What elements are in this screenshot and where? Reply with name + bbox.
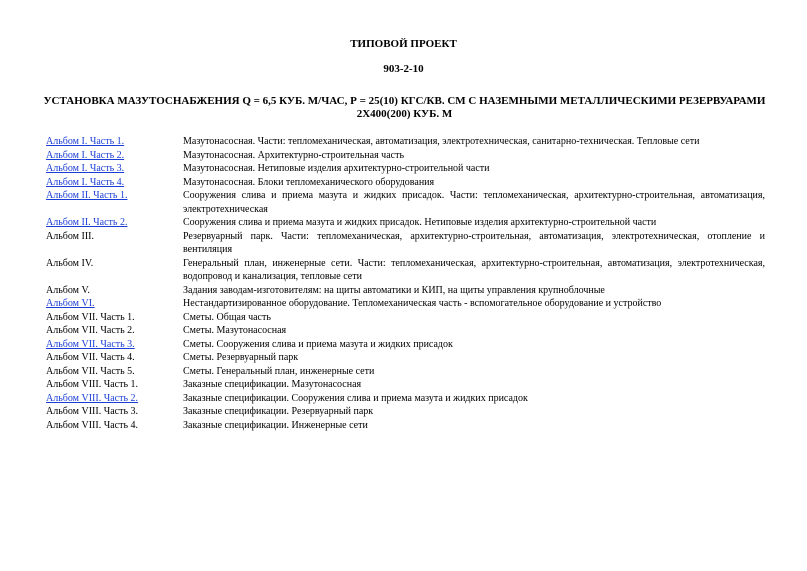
album-label: Альбом VIII. Часть 3. [46,406,139,417]
album-row [43,149,765,163]
album-description: Сметы. Общая часть [183,311,271,323]
album-label: Альбом VII. Часть 1. [46,311,135,323]
album-link[interactable]: Альбом VI. [46,298,95,309]
album-cell [43,324,183,338]
document-type-label: ТИПОВОЙ ПРОЕКТ [350,38,457,50]
album-row [43,189,765,216]
album-row [43,135,765,149]
album-row [43,419,765,433]
album-row [43,311,765,325]
album-description: Заказные спецификации. Мазутонасосная [183,379,362,390]
album-description: Мазутонасосная. Архитектурно-строительная часть [183,149,405,161]
album-cell [43,311,183,325]
album-row [43,365,765,379]
album-link[interactable]: Альбом I. Часть 4. [46,176,125,188]
album-description: Сметы. Сооружения слива и приема мазута и жидких присадок [183,338,453,350]
album-row [43,230,765,257]
album-cell [43,230,183,257]
album-description: Заказные спецификации. Инженерные сети [183,419,368,431]
album-row [43,324,765,338]
album-cell [43,365,183,379]
album-link[interactable]: Альбом I. Часть 2. [46,149,125,161]
album-label: Альбом III. [46,230,94,242]
album-link[interactable]: Альбом II. Часть 1. [46,190,128,201]
album-link[interactable]: Альбом I. Часть 1. [46,136,125,147]
album-row [43,392,765,406]
album-description: Сооружения слива и приема мазута и жидких присадок. Части: тепломеханическая, архитектурно-строительная, автоматизация, электротехническая [183,190,765,215]
album-row [43,351,765,365]
project-title: УСТАНОВКА МАЗУТОСНАБЖЕНИЯ Q = 6,5 КУБ. М/ЧАС, Р = 25(10) КГС/КВ. СМ С НАЗЕМНЫМИ МЕТАЛЛИЧЕСКИМИ РЕЗЕРВУАРАМИ 2Х400(200) КУБ. М [43,95,766,120]
album-description: Генеральный план, инженерные сети. Части: тепломеханическая, архитектурно-строительная, автоматизация, электротехническая, водопровод и канализация, тепловые сети [183,257,765,282]
album-row [43,297,765,311]
albums-table-body [43,135,765,432]
album-row [43,378,765,392]
album-cell [43,297,183,311]
album-link[interactable]: Альбом VII. Часть 3. [46,338,135,350]
album-cell [43,405,183,419]
album-description: Мазутонасосная. Части: тепломеханическая, автоматизация, электротехническая, санитарно-техническая. Тепловые сети [183,136,700,147]
album-description: Сметы. Резервуарный парк [183,352,299,363]
albums-table [43,135,765,432]
album-label: Альбом VIII. Часть 1. [46,379,139,390]
album-row [43,176,765,190]
album-label: Альбом VIII. Часть 4. [46,419,139,431]
album-link[interactable]: Альбом II. Часть 2. [46,217,128,228]
album-label: Альбом VII. Часть 2. [46,325,135,336]
album-description: Заказные спецификации. Сооружения слива и приема мазута и жидких присадок [183,392,528,404]
album-description: Нестандартизированное оборудование. Тепломеханическая часть - вспомогательное оборудование и устройство [183,298,662,309]
album-row [43,257,765,284]
album-label: Альбом V. [46,284,90,296]
album-cell [43,189,183,216]
album-description: Мазутонасосная. Блоки тепломеханического оборудования [183,176,435,188]
album-label: Альбом IV. [46,257,94,269]
album-cell [43,176,183,190]
album-cell [43,419,183,433]
album-description: Мазутонасосная. Нетиповые изделия архитектурно-строительной части [183,163,490,174]
album-cell [43,162,183,176]
album-row [43,338,765,352]
album-link[interactable]: Альбом I. Часть 3. [46,163,125,174]
album-label: Альбом VII. Часть 5. [46,365,135,377]
album-cell [43,216,183,230]
album-row [43,284,765,298]
album-description: Задания заводам-изготовителям: на щиты автоматики и КИП, на щиты управления крупноблочные [183,284,605,296]
album-cell [43,149,183,163]
album-description: Резервуарный парк. Части: тепломеханическая, архитектурно-строительная, автоматизация, электротехническая, отопление и вентиляция [183,230,765,255]
album-description: Сметы. Мазутонасосная [183,325,287,336]
project-number: 903-2-10 [383,63,424,75]
album-description: Заказные спецификации. Резервуарный парк [183,406,374,417]
album-cell [43,135,183,149]
album-cell [43,338,183,352]
album-cell [43,392,183,406]
album-description: Сооружения слива и приема мазута и жидких присадок. Нетиповые изделия архитектурно-строительной части [183,217,657,228]
album-cell [43,257,183,284]
album-label: Альбом VII. Часть 4. [46,352,135,363]
album-link[interactable]: Альбом VIII. Часть 2. [46,392,139,404]
album-cell [43,378,183,392]
album-cell [43,284,183,298]
album-row [43,162,765,176]
album-row [43,216,765,230]
album-description: Сметы. Генеральный план, инженерные сети [183,365,375,377]
album-row [43,405,765,419]
album-cell [43,351,183,365]
